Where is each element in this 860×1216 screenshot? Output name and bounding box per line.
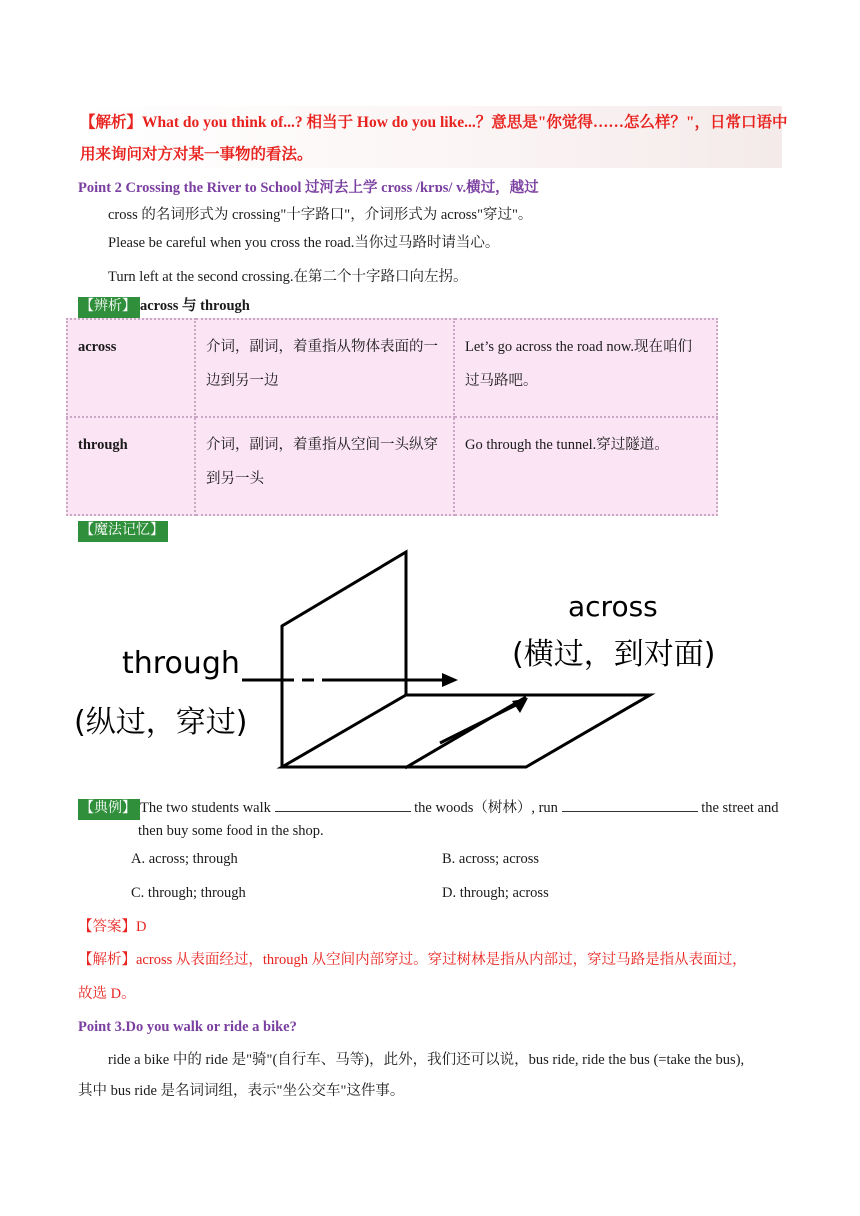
- answer: 【答案】D: [78, 919, 147, 935]
- magic-tag: 【魔法记忆】: [78, 521, 168, 542]
- point3-line-2: 其中 bus ride 是名词词组，表示"坐公交车"这件事。: [78, 1083, 405, 1099]
- point2-line-3: Turn left at the second crossing.在第二个十字路口向左拐。: [108, 269, 468, 285]
- answer-blank[interactable]: [275, 797, 411, 812]
- analysis-line-1: 【解析】across 从表面经过，through 从空间内部穿过。穿过树林是指从内部过，穿过马路是指从表面过，: [78, 952, 747, 968]
- across-label: across: [568, 590, 658, 623]
- option-b[interactable]: B. across; across: [442, 851, 540, 867]
- across-through-diagram: [0, 540, 860, 780]
- note-line-2: 用来询问对方对某一事物的看法。: [80, 146, 313, 163]
- comparison-table: [66, 318, 718, 516]
- vertical-plane: [282, 552, 406, 767]
- table-row: [67, 417, 717, 515]
- magic-heading: [78, 521, 168, 542]
- point2-line-1: cross 的名词形式为 crossing"十字路口"，介词形式为 across"穿过"。: [108, 207, 533, 223]
- point2-heading: Point 2 Crossing the River to School 过河去上学 cross /krɒs/ v.横过，越过: [78, 180, 539, 196]
- option-c[interactable]: C. through; through: [131, 885, 246, 901]
- example-question: 【典例】 The two students walk the woods（树林）, run the street and: [78, 797, 779, 820]
- bianxi-title: across 与 through: [140, 298, 250, 314]
- meaning-cell: 介词，副词，着重指从空间一头纵穿 到另一头: [195, 417, 454, 515]
- through-cn-label: (纵过，穿过): [74, 705, 248, 740]
- word-cell: through: [67, 417, 195, 515]
- option-a[interactable]: A. across; through: [131, 851, 238, 867]
- word-cell: across: [67, 319, 195, 417]
- example-tag: 【典例】: [78, 799, 140, 820]
- point3-heading: Point 3.Do you walk or ride a bike?: [78, 1019, 297, 1035]
- through-arrow-head: [442, 673, 458, 687]
- meaning-cell: 介词，副词，着重指从物体表面的一 边到另一边: [195, 319, 454, 417]
- option-d[interactable]: D. through; across: [442, 885, 549, 901]
- example-question-line-2: then buy some food in the shop.: [138, 823, 324, 839]
- point3-line-1: ride a bike 中的 ride 是"骑"(自行车、马等)，此外，我们还可以说，bus ride, ride the bus (=take the bus),: [108, 1052, 745, 1068]
- answer-blank[interactable]: [562, 797, 698, 812]
- across-cn-label: (横过，到对面): [512, 637, 716, 672]
- bianxi-tag: 【辨析】: [78, 297, 140, 318]
- top-note-box: [78, 106, 788, 168]
- table-row: [67, 319, 717, 417]
- through-label: through: [122, 646, 240, 681]
- example-cell: Go through the tunnel.穿过隧道。: [454, 417, 717, 515]
- analysis-line-2: 故选 D。: [78, 986, 136, 1002]
- across-arrow-line: [440, 704, 518, 743]
- point2-line-2: Please be careful when you cross the road.当你过马路时请当心。: [108, 235, 500, 251]
- example-cell: Let’s go across the road now.现在咱们 过马路吧。: [454, 319, 717, 417]
- note-line-1: 【解析】What do you think of...? 相当于 How do you like...？意思是"你觉得……怎么样？"，日常口语中: [80, 114, 788, 131]
- bianxi-heading: [78, 295, 250, 318]
